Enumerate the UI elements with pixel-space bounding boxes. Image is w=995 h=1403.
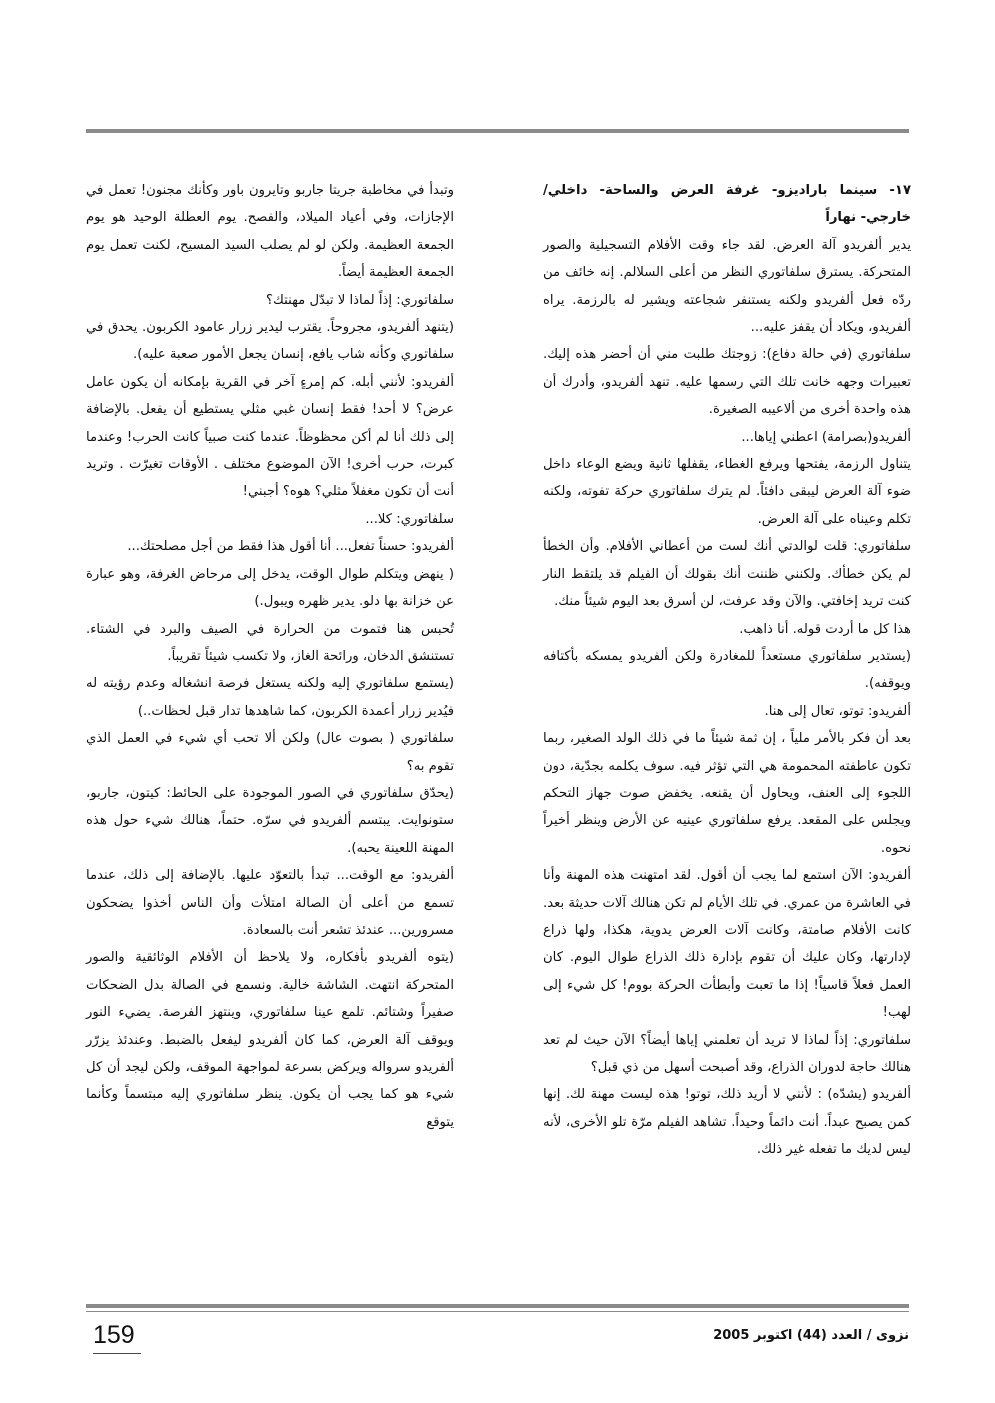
- text-column-right: [543, 177, 911, 1164]
- paragraph: هذا كل ما أردت قوله. أنا ذاهب.: [739, 621, 911, 637]
- paragraph: ألفريدو: لأنني أبله. كم إمرءٍ آخر في القرية بإمكانه أن يكون عامل عرض؟ لا أحد! فقط إنسان غبي مثلي يستطيع أن يفعل. بالإضافة إلى ذلك أنا لم أكن محظوظاً. عندما كنت صبياً كانت الحرب! وعندما كبرت، حرب أخرى! الآن الموضوع مختلف . الأوقات تغيرّت . وتريد أنت أن تكون مغفلاً مثلي؟ هوه؟ أجبني!: [86, 374, 454, 500]
- paragraph: يتناول الرزمة، يفتحها ويرفع الغطاء، يقفلها ثانية ويضع الوعاء داخل ضوء آلة العرض ليبقى دافئاً. لم يترك سلفاتوري حركة تفوته، ولكنه تكلم وعيناه على آلة العرض.: [543, 457, 911, 527]
- paragraph: يدير ألفريدو آلة العرض. لقد جاء وقت الأفلام التسجيلية والصور المتحركة. يسترق سلفاتوري النظر من أعلى السلالم. إنه خائف من ردّه فعل ألفريدو ولكنه يستنفر شجاعته ويشير له بالرزمة. يراه ألفريدو، ويكاد أن يقفز عليه...: [543, 237, 911, 336]
- paragraph: (يستمع سلفاتوري إليه ولكنه يستغل فرصة انشغاله وعدم رؤيته له فيُدير زرار أعمدة الكربون، كما شاهدها تدار قبل لحظات..): [86, 676, 454, 719]
- paragraph: (يستدير سلفاتوري مستعداً للمغادرة ولكن ألفريدو يمسكه بأكتافه ويوقفه).: [543, 648, 911, 692]
- paragraph: تُحبس هنا فتموت من الحرارة في الصيف والبرد في الشتاء. تستنشق الدخان، ورائحة الغاز، ولا تكسب شيئاً تقريباً.: [86, 621, 454, 664]
- paragraph: سلفاتوري: كلا...: [365, 511, 454, 527]
- paragraph: (يحدّق سلفاتوري في الصور الموجودة على الحائط: كيتون، جاربو، ستونوايت. يبتسم ألفريدو في سرّه. حتماً، هنالك شيء حول هذه المهنة اللعينة يحبه).: [86, 785, 454, 856]
- paragraph: سلفاتوري: إذاً لماذا لا تبدّل مهنتك؟: [266, 292, 454, 308]
- paragraph: ( ينهض ويتكلم طوال الوقت، يدخل إلى مرحاض الغرفة، وهو عبارة عن خزانة بها دلو. يدير ظهره ويبول.): [86, 566, 454, 610]
- text-column-left: [86, 177, 454, 1136]
- header-rule: [86, 129, 909, 133]
- footer-rule-thin: [86, 1311, 909, 1312]
- paragraph: ألفريدو: توتو، تعال إلى هنا.: [764, 703, 911, 719]
- paragraph: ألفريدو: حسناً تفعل... أنا أقول هذا فقط من أجل مصلحتك...: [127, 539, 454, 555]
- paragraph: (يتنهد ألفريدو، مجروحاً. يقترب ليدير زرار عامود الكربون. يحدق في سلفاتوري وكأنه شاب يافع، إنسان يجعل الأمور صعبة عليه).: [86, 320, 454, 363]
- footer-rule-thick: [86, 1304, 909, 1308]
- paragraph: ألفريدو: مع الوقت... تبدأ بالتعوّد عليها. بالإضافة إلى ذلك، عندما تسمع من أعلى أن الصالة امتلأت وأن الناس أخذوا يضحكون مسرورين... عندئذ تشعر أنت بالسعادة.: [86, 868, 454, 938]
- paragraph: سلفاتوري: قلت لوالدتي أنك لست من أعطاني الأفلام. وأن الخطأ لم يكن خطأك. ولكنني ظننت أنك بقولك أن الفيلم قد يلتقط النار كنت تريد إخافتي. والآن وقد عرفت، لن أسرق بعد اليوم شيئاً منك.: [543, 539, 911, 610]
- paragraph: سلفاتوري (في حالة دفاع): زوجتك طلبت مني أن أحضر هذه إليك. تعبيرات وجهه خانت تلك التي رسمها عليه. تنهد ألفريدو، وأدرك أن هذه واحدة أخرى من ألاعيبه الصغيرة.: [543, 347, 911, 418]
- paragraph: وتبدأ في مخاطبة جريتا جاربو وتايرون باور وكأنك مجنون! تعمل في الإجازات، وفي أعياد الميلاد، والفصح. يوم العطلة الوحيد هو يوم الجمعة العظيمة. ولكن لو لم يصلب السيد المسيح، لكنت تعمل يوم الجمعة العظيمة أيضاً.: [86, 183, 454, 281]
- paragraph: ألفريدو: الآن استمع لما يجب أن أقول. لقد امتهنت هذه المهنة وأنا في العاشرة من عمري. في تلك الأيام لم تكن هنالك آلات حديثة بعد. كانت الأفلام صامتة، وكانت آلات العرض يدوية، هكذا، ولها ذراع لإدارتها، وكان عليك أن تقوم بإدارة ذلك الذراع طوال اليوم. كان العمل فعلاً قاسياً! إذا ما تعبت وأبطأت الحركة بووم! كل شيء إلى لهب!: [543, 868, 911, 1021]
- paragraph: (يتوه ألفريدو بأفكاره، ولا يلاحظ أن الأفلام الوثائقية والصور المتحركة انتهت. الشاشة خالية. ونسمع في الصالة بدل الضحكات صفيراً وشتائم. تلمع عينا سلفاتوري، وينتهز الفرصة. يضيء النور ويوقف آلة العرض، كما كان ألفريدو ليفعل بالضبط. وعندئذ يزرّر ألفريدو سرواله ويركض بسرعة لمواجهة الموقف، ولكن ليجد أن كل شيء هو كما يجب أن يكون. ينظر سلفاتوري إليه مبتسماً وكأنما يتوقع: [86, 950, 454, 1130]
- page-number-underline: [93, 1353, 141, 1354]
- paragraph: بعد أن فكر بالأمر ملياً ، إن ثمة شيئاً ما في ذلك الولد الصغير، ربما تكون عاطفته المحمومة هي التي تؤثر فيه. سوف يكلمه بجدّية، دون اللجوء إلى العنف، ويحاول أن يقنعه. يخفض صوت جهاز التحكم ويجلس على المقعد. يرفع سلفاتوري عينيه عن الأرض وينظر أخيراً نحوه.: [543, 731, 911, 856]
- paragraph: سلفاتوري: إذاً لماذا لا تريد أن تعلمني إياها أيضاً؟ الآن حيث لم تعد هنالك حاجة لدوران الذراع، وقد أصبحت أسهل من ذي قبل؟: [543, 1032, 911, 1075]
- page-number: 159: [93, 1321, 135, 1349]
- scene-heading: ١٧- سينما باراديزو- غرفة العرض والساحة- داخلي/خارجي- نهاراً: [543, 183, 911, 226]
- issue-line: نزوى / العدد (44) اكتوبر 2005: [713, 1328, 909, 1343]
- paragraph: سلفاتوري ( بصوت عال) ولكن ألا تحب أي شيء في العمل الذي تقوم به؟: [86, 731, 454, 774]
- paragraph: ألفريدو (يشدّه) : لأنني لا أريد ذلك، توتو! هذه ليست مهنة لك. إنها كمن يصبح عبداً. أنت دائماً وحيداً. تشاهد الفيلم مرّة تلو الأخرى، لأنه ليس لديك ما تفعله غير ذلك.: [543, 1087, 911, 1158]
- paragraph: ألفريدو(بصرامة) اعطني إياها...: [741, 429, 911, 445]
